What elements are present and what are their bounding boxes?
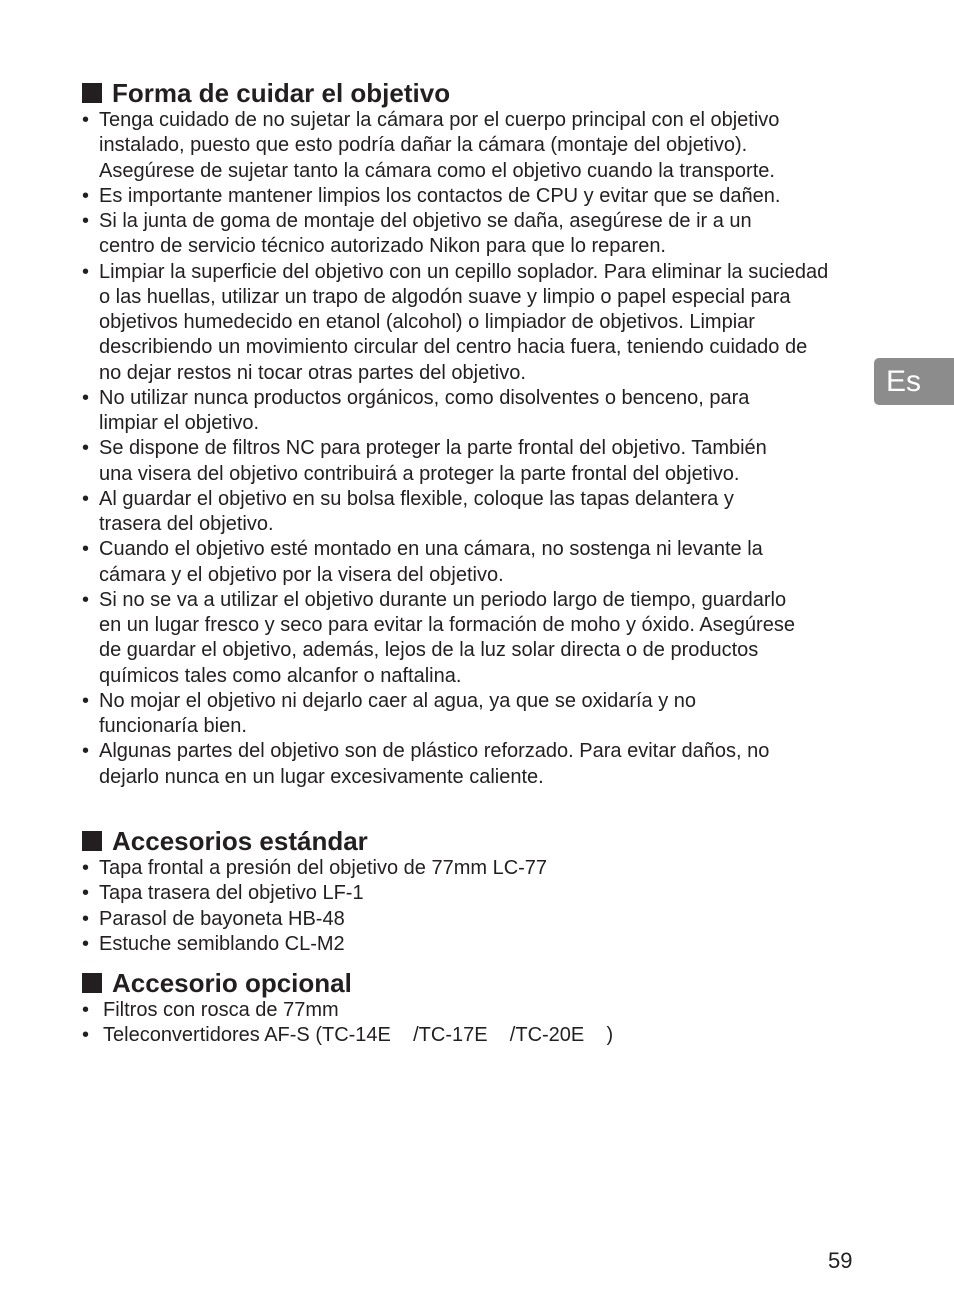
language-tab: Es: [874, 358, 954, 405]
list-item: [82, 184, 882, 209]
section-lens-care: [82, 78, 882, 790]
bullet-icon: •: [82, 260, 90, 283]
list-item-line: describiendo un movimiento circular del centro hacia fuera, teniendo cuidado de: [99, 336, 808, 359]
list-item-line: químicos tales como alcanfor o naftalina.: [99, 664, 462, 687]
list-item-line: Asegúrese de sujetar tanto la cámara como el objetivo cuando la transporte.: [99, 159, 775, 182]
list-item-line: en un lugar fresco y seco para evitar la formación de moho y óxido. Asegúrese: [99, 614, 795, 636]
list-item-line: centro de servicio técnico autorizado Nikon para que lo reparen.: [99, 235, 666, 258]
list-item-line: funcionaría bien.: [99, 715, 247, 737]
bullet-list: [82, 108, 882, 790]
bullet-icon: •: [82, 857, 90, 879]
bullet-icon: •: [82, 184, 90, 207]
list-item: [82, 998, 882, 1023]
bullet-icon: •: [82, 907, 90, 930]
list-item-line: Tapa frontal a presión del objetivo de 77mm LC-77: [99, 857, 548, 879]
list-item-line: Tenga cuidado de no sujetar la cámara por el cuerpo principal con el objetivo: [99, 109, 780, 131]
section-heading: [82, 968, 882, 998]
bullet-icon: •: [82, 588, 90, 611]
heading-text: Accesorio opcional: [112, 968, 352, 998]
list-item: [82, 108, 882, 184]
list-item: [82, 1023, 882, 1048]
list-item-line: Cuando el objetivo esté montado en una cámara, no sostenga ni levante la: [99, 538, 763, 561]
section-heading: [82, 78, 882, 108]
heading-text: Forma de cuidar el objetivo: [112, 78, 451, 108]
list-item: [82, 260, 882, 386]
list-item: [82, 689, 882, 740]
list-item-line: Parasol de bayoneta HB-48: [99, 907, 345, 930]
list-item: [82, 588, 882, 689]
list-item: [82, 932, 882, 957]
list-item-line: instalado, puesto que esto podría dañar la cámara (montaje del objetivo).: [99, 134, 748, 157]
bullet-icon: •: [82, 689, 90, 712]
list-item: [82, 386, 882, 437]
list-item-line: No utilizar nunca productos orgánicos, como disolventes o benceno, para: [99, 386, 750, 409]
list-item-line: una visera del objetivo contribuirá a proteger la parte frontal del objetivo.: [99, 462, 740, 485]
square-bullet-icon: [82, 831, 102, 851]
bullet-icon: •: [82, 538, 90, 561]
list-item-line: Se dispone de filtros NC para proteger la parte frontal del objetivo. También: [99, 437, 767, 460]
list-item-line: dejarlo nunca en un lugar excesivamente caliente.: [99, 765, 544, 788]
section-optional-accessory: [82, 968, 882, 1049]
list-item-line: Al guardar el objetivo en su bolsa flexible, coloque las tapas delantera y: [99, 487, 734, 510]
section-standard-accessories: [82, 826, 882, 957]
list-item-line: Teleconvertidores AF-S (TC-14E /TC-17E /TC-20E ): [103, 1024, 614, 1047]
bullet-list: [82, 856, 882, 957]
bullet-icon: •: [82, 882, 90, 905]
list-item-line: cámara y el objetivo por la visera del objetivo.: [99, 563, 504, 586]
list-item-line: Estuche semiblando CL-M2: [99, 932, 345, 955]
bullet-icon: •: [82, 386, 90, 409]
bullet-list: [82, 998, 882, 1049]
list-item: [82, 739, 882, 790]
list-item: [82, 881, 882, 906]
bullet-icon: •: [82, 210, 90, 232]
list-item-line: no dejar restos ni tocar otras partes del objetivo.: [99, 361, 526, 384]
bullet-icon: •: [82, 487, 90, 510]
list-item-line: Limpiar la superficie del objetivo con un cepillo soplador. Para eliminar la suciedad: [99, 260, 829, 283]
bullet-icon: •: [82, 109, 90, 131]
page-number: 59: [828, 1248, 853, 1273]
bullet-icon: •: [82, 999, 90, 1021]
list-item-line: Tapa trasera del objetivo LF-1: [99, 882, 364, 905]
list-item: [82, 537, 882, 588]
square-bullet-icon: [82, 83, 102, 103]
section-heading: [82, 826, 882, 856]
list-item: [82, 209, 882, 260]
bullet-icon: •: [82, 1024, 90, 1047]
list-item-line: Filtros con rosca de 77mm: [103, 999, 339, 1021]
heading-text: Accesorios estándar: [112, 826, 368, 856]
list-item-line: Si no se va a utilizar el objetivo durante un periodo largo de tiempo, guardarlo: [99, 588, 787, 611]
list-item-line: o las huellas, utilizar un trapo de algodón suave y limpio o papel especial para: [99, 285, 791, 308]
list-item-line: Algunas partes del objetivo son de plástico reforzado. Para evitar daños, no: [99, 740, 770, 763]
bullet-icon: •: [82, 740, 90, 763]
list-item-line: limpiar el objetivo.: [99, 412, 260, 434]
square-bullet-icon: [82, 973, 102, 993]
bullet-icon: •: [82, 932, 90, 955]
list-item: [82, 487, 882, 538]
list-item-line: Es importante mantener limpios los contactos de CPU y evitar que se dañen.: [99, 184, 781, 207]
list-item: [82, 436, 882, 487]
list-item-line: Si la junta de goma de montaje del objetivo se daña, asegúrese de ir a un: [99, 210, 752, 232]
list-item: [82, 907, 882, 932]
list-item-line: trasera del objetivo.: [99, 513, 274, 535]
list-item-line: objetivos humedecido en etanol (alcohol) o limpiador de objetivos. Limpiar: [99, 311, 755, 333]
bullet-icon: •: [82, 437, 90, 460]
list-item-line: de guardar el objetivo, además, lejos de la luz solar directa o de productos: [99, 639, 759, 662]
list-item: [82, 856, 882, 881]
list-item-line: No mojar el objetivo ni dejarlo caer al agua, ya que se oxidaría y no: [99, 689, 697, 712]
